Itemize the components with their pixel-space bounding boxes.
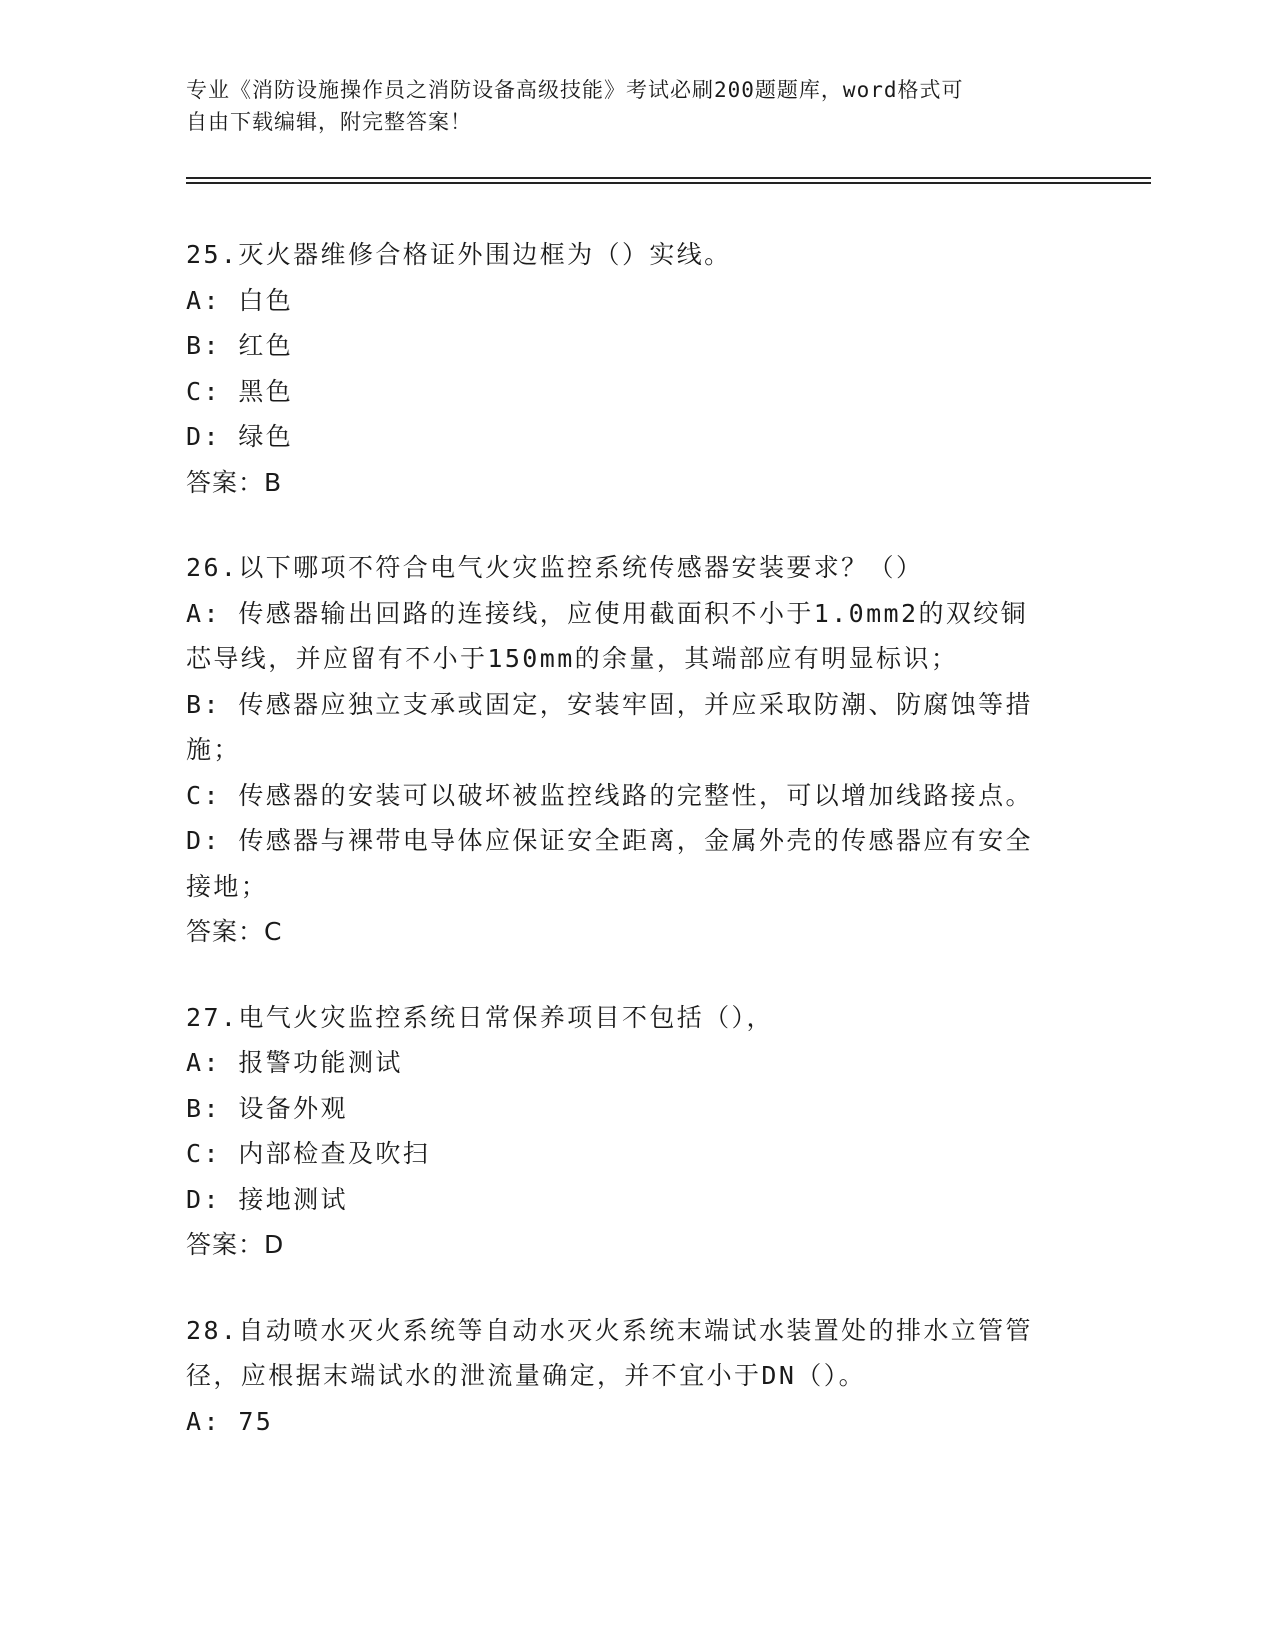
option-a-continued: 芯导线，并应留有不小于150mm的余量，其端部应有明显标识；: [186, 644, 959, 673]
option-a: A: 75: [186, 1406, 274, 1436]
answer-key: 答案：B: [186, 467, 283, 497]
option-d: D: 传感器与裸带电导体应保证安全距离，金属外壳的传感器应有安全: [186, 826, 1033, 855]
question-27: [186, 995, 1086, 1268]
header-title-line-1: 专业《消防设施操作员之消防设备高级技能》考试必刷200题题库，word格式可: [186, 78, 964, 102]
option-a: A: 报警功能测试: [186, 1048, 403, 1077]
option-b: B: 设备外观: [186, 1093, 348, 1123]
header-divider-top: [186, 177, 1151, 179]
option-d: D: 绿色: [186, 422, 294, 451]
option-a: A: 白色: [186, 285, 294, 315]
question-28: [186, 1308, 1086, 1445]
option-d-continued: 接地；: [186, 871, 269, 901]
question-stem: 26.以下哪项不符合电气火灾监控系统传感器安装要求？（）: [186, 553, 924, 582]
question-list: [186, 232, 1086, 1484]
answer-key: 答案：C: [186, 917, 283, 946]
question-25: [186, 232, 1086, 505]
option-c: C: 传感器的安装可以破坏被监控线路的完整性，可以增加线路接点。: [186, 780, 1033, 810]
question-stem: 27.电气火灾监控系统日常保养项目不包括（），: [186, 1002, 774, 1032]
option-c: C: 内部检查及吹扫: [186, 1139, 431, 1168]
question-stem-continued: 径，应根据末端试水的泄流量确定，并不宜小于DN（）。: [186, 1361, 867, 1390]
option-b: B: 红色: [186, 331, 294, 360]
option-a: A: 传感器输出回路的连接线，应使用截面积不小于1.0mm2的双绞铜: [186, 598, 1029, 628]
question-stem: 28.自动喷水灭火系统等自动水灭火系统末端试水装置处的排水立管管: [186, 1315, 1033, 1345]
document-header: [186, 74, 1066, 138]
option-b: B: 传感器应独立支承或固定，安装牢固，并应采取防潮、防腐蚀等措: [186, 689, 1033, 719]
option-c: C: 黑色: [186, 376, 294, 406]
question-26: [186, 545, 1086, 955]
header-divider-bottom: [186, 182, 1151, 184]
answer-key: 答案：D: [186, 1230, 285, 1259]
option-d: D: 接地测试: [186, 1184, 348, 1214]
question-stem: 25.灭火器维修合格证外围边框为（）实线。: [186, 240, 732, 269]
header-title-line-2: 自由下载编辑，附完整答案！: [186, 110, 472, 134]
option-b-continued: 施；: [186, 735, 241, 764]
